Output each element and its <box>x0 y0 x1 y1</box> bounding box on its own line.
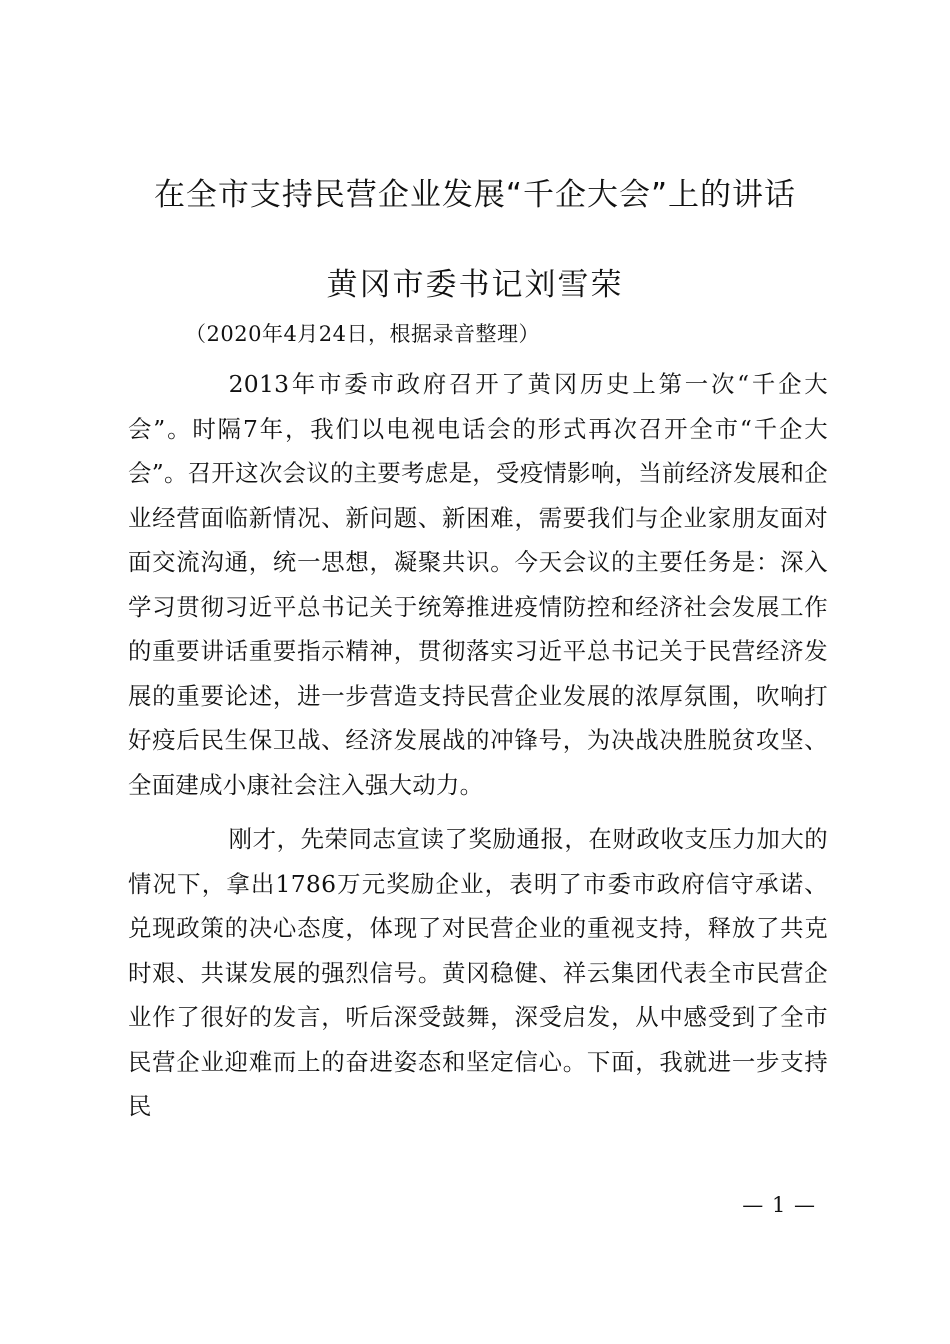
body-paragraph: 刚才，先荣同志宣读了奖励通报，在财政收支压力加大的情况下，拿出1786万元奖励企业，表明了市委市政府信守承诺、兑现政策的决心态度，体现了对民营企业的重视支持，释放了共克时艰、共谋发展的强烈信号。黄冈稳健、祥云集团代表全市民营企业作了很好的发言，听后深受鼓舞，深受启发，从中感受到了全市民营企业迎难而上的奋进姿态和坚定信心。下面，我就进一步支持民 <box>128 825 828 1120</box>
body-paragraph: 2013年市委市政府召开了黄冈历史上第一次“千企大会”。时隔7年，我们以电视电话会的形式再次召开全市“千企大会”。召开这次会议的主要考虑是，受疫情影响，当前经济发展和企业经营面临新情况、新问题、新困难，需要我们与企业家朋友面对面交流沟通，统一思想，凝聚共识。今天会议的主要任务是：深入学习贯彻习近平总书记关于统筹推进疫情防控和经济社会发展工作的重要讲话重要指示精神，贯彻落实习近平总书记关于民营经济发展的重要论述，进一步营造支持民营企业发展的浓厚氛围，吹响打好疫后民生保卫战、经济发展战的冲锋号，为决战决胜脱贫攻坚、全面建成小康社会注入强大动力。 <box>128 370 828 799</box>
document-body <box>128 362 828 1129</box>
page-number: — 1 — <box>742 1193 816 1217</box>
document-title: 在全市支持民营企业发展“千企大会”上的讲话 <box>153 177 797 213</box>
document-dateline: （2020年4月24日，根据录音整理） <box>185 322 541 346</box>
document-author: 黄冈市委书记刘雪荣 <box>326 267 624 303</box>
